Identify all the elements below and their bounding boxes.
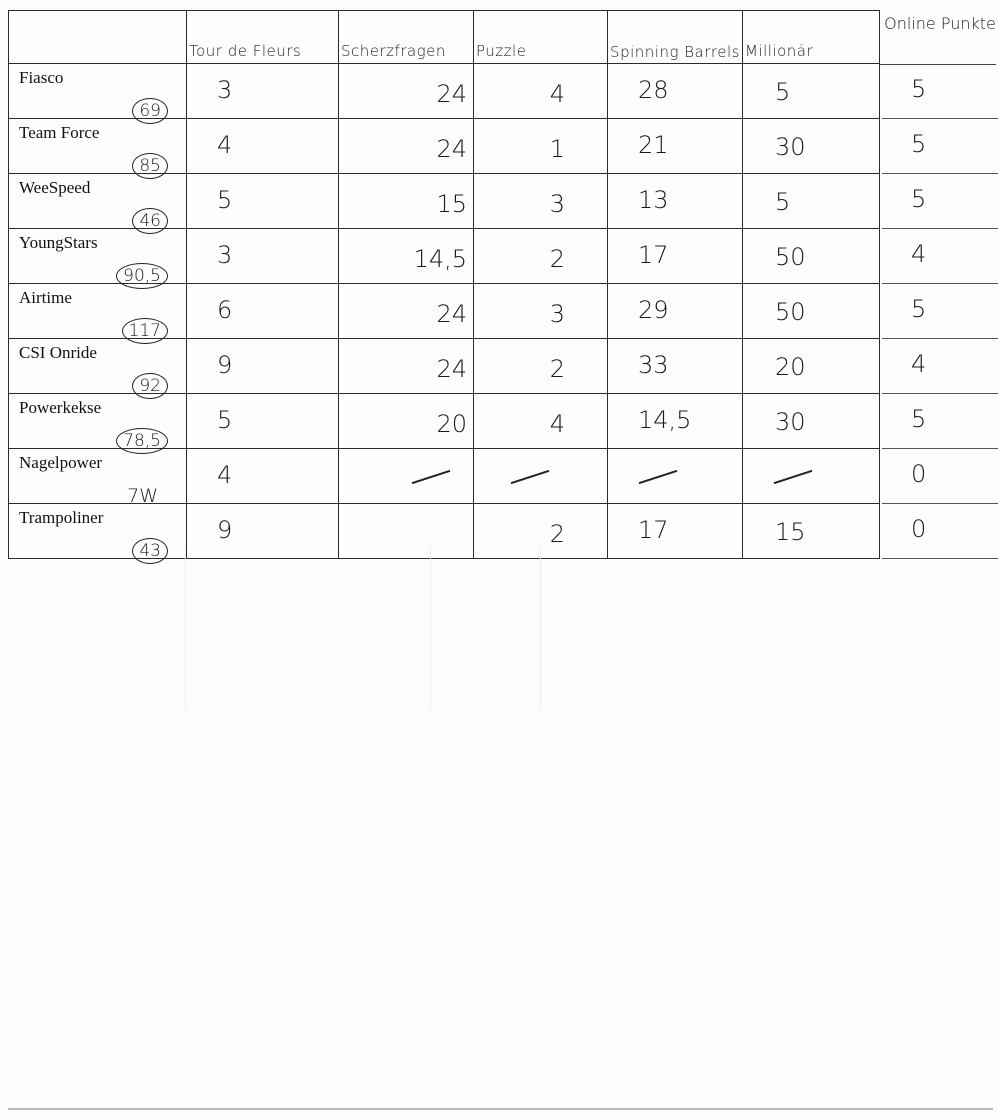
header-puzzle [474, 11, 608, 64]
no-score-dash [511, 470, 550, 484]
scherz-value: 24 [436, 135, 467, 163]
spinning-value: 14,5 [638, 406, 692, 434]
no-score-dash [639, 470, 678, 484]
header-online-label: Online Punkte [884, 14, 996, 33]
scherz-value: 15 [436, 190, 467, 218]
team-cell [9, 229, 187, 284]
header-scherz-label: Scherzfragen [341, 42, 446, 60]
online-cell [875, 173, 993, 227]
tour-value: 4 [217, 131, 233, 159]
header-spinning-label: Spinning Barrels [610, 43, 740, 61]
score-rows [9, 64, 880, 559]
puzzle-value: 4 [549, 80, 565, 108]
scherz-cell [339, 449, 474, 504]
tour-value: 5 [217, 186, 233, 214]
spinning-value: 17 [638, 516, 669, 544]
online-value: 0 [911, 460, 927, 488]
puzzle-value: 3 [549, 300, 565, 328]
header-online [882, 14, 998, 34]
team-name: CSI Onride [19, 343, 97, 362]
table-row [9, 394, 880, 449]
scherz-cell [339, 504, 474, 559]
millionaer-cell [743, 339, 880, 394]
online-cell [875, 283, 993, 337]
tour-value: 9 [217, 516, 233, 544]
online-value: 5 [911, 75, 927, 103]
team-total: 46 [132, 208, 168, 234]
score-table [8, 10, 880, 559]
puzzle-cell [474, 284, 608, 339]
spinning-value: 13 [638, 186, 669, 214]
scherz-cell [339, 64, 474, 119]
spinning-value: 29 [638, 296, 669, 324]
millionaer-value: 50 [775, 243, 806, 271]
tour-cell [187, 119, 339, 174]
puzzle-value: 4 [549, 410, 565, 438]
header-tour-label: Tour de Fleurs [189, 42, 302, 60]
puzzle-cell [474, 64, 608, 119]
team-cell [9, 119, 187, 174]
puzzle-value: 2 [549, 245, 565, 273]
online-cell [875, 448, 993, 502]
online-value: 5 [911, 295, 927, 323]
scherz-value: 24 [436, 355, 467, 383]
header-puzzle-label: Puzzle [476, 42, 527, 60]
table-row [9, 284, 880, 339]
scherz-cell [339, 339, 474, 394]
millionaer-cell [743, 284, 880, 339]
table-row [9, 119, 880, 174]
spinning-cell [608, 339, 743, 394]
scherz-cell [339, 174, 474, 229]
scherz-cell [339, 394, 474, 449]
tour-value: 6 [217, 296, 233, 324]
online-cell [875, 228, 993, 282]
header-team [9, 11, 187, 64]
millionaer-cell [743, 64, 880, 119]
online-cell [875, 118, 993, 172]
header-spinning [608, 11, 743, 64]
scherz-cell [339, 229, 474, 284]
team-total: 78,5 [116, 428, 168, 454]
team-cell [9, 394, 187, 449]
spinning-value: 33 [638, 351, 669, 379]
team-cell [9, 174, 187, 229]
team-cell [9, 64, 187, 119]
puzzle-cell [474, 394, 608, 449]
online-value: 5 [911, 185, 927, 213]
online-value: 4 [911, 240, 927, 268]
puzzle-value: 2 [549, 355, 565, 383]
millionaer-cell [743, 229, 880, 284]
team-name: Trampoliner [19, 508, 104, 527]
tour-cell [187, 284, 339, 339]
millionaer-cell [743, 119, 880, 174]
team-total: 92 [132, 373, 168, 399]
tour-cell [187, 174, 339, 229]
millionaer-value: 5 [775, 78, 791, 106]
team-name: Airtime [19, 288, 72, 307]
online-value: 4 [911, 350, 927, 378]
team-total: 90,5 [116, 263, 168, 289]
table-row [9, 64, 880, 119]
puzzle-cell [474, 229, 608, 284]
puzzle-cell [474, 119, 608, 174]
spinning-cell [608, 284, 743, 339]
scherz-value: 24 [436, 80, 467, 108]
header-tour [187, 11, 339, 64]
no-score-dash [774, 470, 813, 484]
tour-cell [187, 229, 339, 284]
tour-value: 4 [217, 461, 233, 489]
scherz-value: 14,5 [413, 245, 467, 273]
header-millionaer [743, 11, 880, 64]
spinning-cell [608, 174, 743, 229]
millionaer-cell [743, 449, 880, 504]
team-name: YoungStars [19, 233, 98, 252]
team-total: 43 [132, 538, 168, 564]
millionaer-cell [743, 394, 880, 449]
millionaer-value: 30 [775, 408, 806, 436]
team-name: Nagelpower [19, 453, 103, 472]
team-cell [9, 284, 187, 339]
puzzle-cell [474, 174, 608, 229]
table-row [9, 449, 880, 504]
team-name: WeeSpeed [19, 178, 91, 197]
spinning-cell [608, 449, 743, 504]
scherz-value: 20 [436, 410, 467, 438]
header-scherz [339, 11, 474, 64]
scherz-cell [339, 119, 474, 174]
online-cell [875, 503, 993, 557]
tour-value: 3 [217, 76, 233, 104]
faint-guideline [540, 545, 541, 710]
online-row-line [882, 558, 998, 559]
spinning-value: 17 [638, 241, 669, 269]
table-row [9, 504, 880, 559]
millionaer-value: 5 [775, 188, 791, 216]
tour-cell [187, 394, 339, 449]
online-value: 5 [911, 405, 927, 433]
millionaer-cell [743, 504, 880, 559]
team-total: 85 [132, 153, 168, 179]
table-row [9, 339, 880, 394]
team-cell [9, 339, 187, 394]
page-edge-line [8, 1108, 993, 1110]
faint-guideline [185, 545, 186, 710]
team-cell [9, 449, 187, 507]
team-name: Powerkekse [19, 398, 102, 417]
scherz-value: 24 [436, 300, 467, 328]
online-cell [875, 63, 993, 117]
scherz-cell [339, 284, 474, 339]
puzzle-value: 3 [549, 190, 565, 218]
millionaer-value: 20 [775, 353, 806, 381]
tour-cell [187, 339, 339, 394]
tour-value: 9 [217, 351, 233, 379]
spinning-cell [608, 504, 743, 559]
header-millionaer-label: Millionär [745, 42, 814, 60]
spinning-value: 28 [638, 76, 669, 104]
online-value: 0 [911, 515, 927, 543]
table-row [9, 174, 880, 229]
online-cell [875, 338, 993, 392]
spinning-value: 21 [638, 131, 669, 159]
tour-cell [187, 64, 339, 119]
table-row [9, 229, 880, 284]
team-name: Fiasco [19, 68, 64, 87]
team-total: 7W [127, 485, 158, 507]
tour-value: 5 [217, 406, 233, 434]
online-cell [875, 393, 993, 447]
team-total: 69 [132, 98, 168, 124]
faint-guideline [430, 545, 431, 710]
team-name: Team Force [19, 123, 100, 142]
spinning-cell [608, 64, 743, 119]
millionaer-cell [743, 174, 880, 229]
tour-cell [187, 449, 339, 504]
tour-value: 3 [217, 241, 233, 269]
spinning-cell [608, 119, 743, 174]
spinning-cell [608, 229, 743, 284]
no-score-dash [412, 470, 451, 484]
puzzle-cell [474, 449, 608, 504]
tour-cell [187, 504, 339, 559]
puzzle-value: 1 [549, 135, 565, 163]
millionaer-value: 30 [775, 133, 806, 161]
puzzle-value: 2 [549, 520, 565, 548]
spinning-cell [608, 394, 743, 449]
header-row [9, 11, 880, 64]
online-value: 5 [911, 130, 927, 158]
team-total: 117 [122, 318, 168, 344]
puzzle-cell [474, 339, 608, 394]
millionaer-value: 50 [775, 298, 806, 326]
millionaer-value: 15 [775, 518, 806, 546]
team-cell [9, 504, 187, 559]
